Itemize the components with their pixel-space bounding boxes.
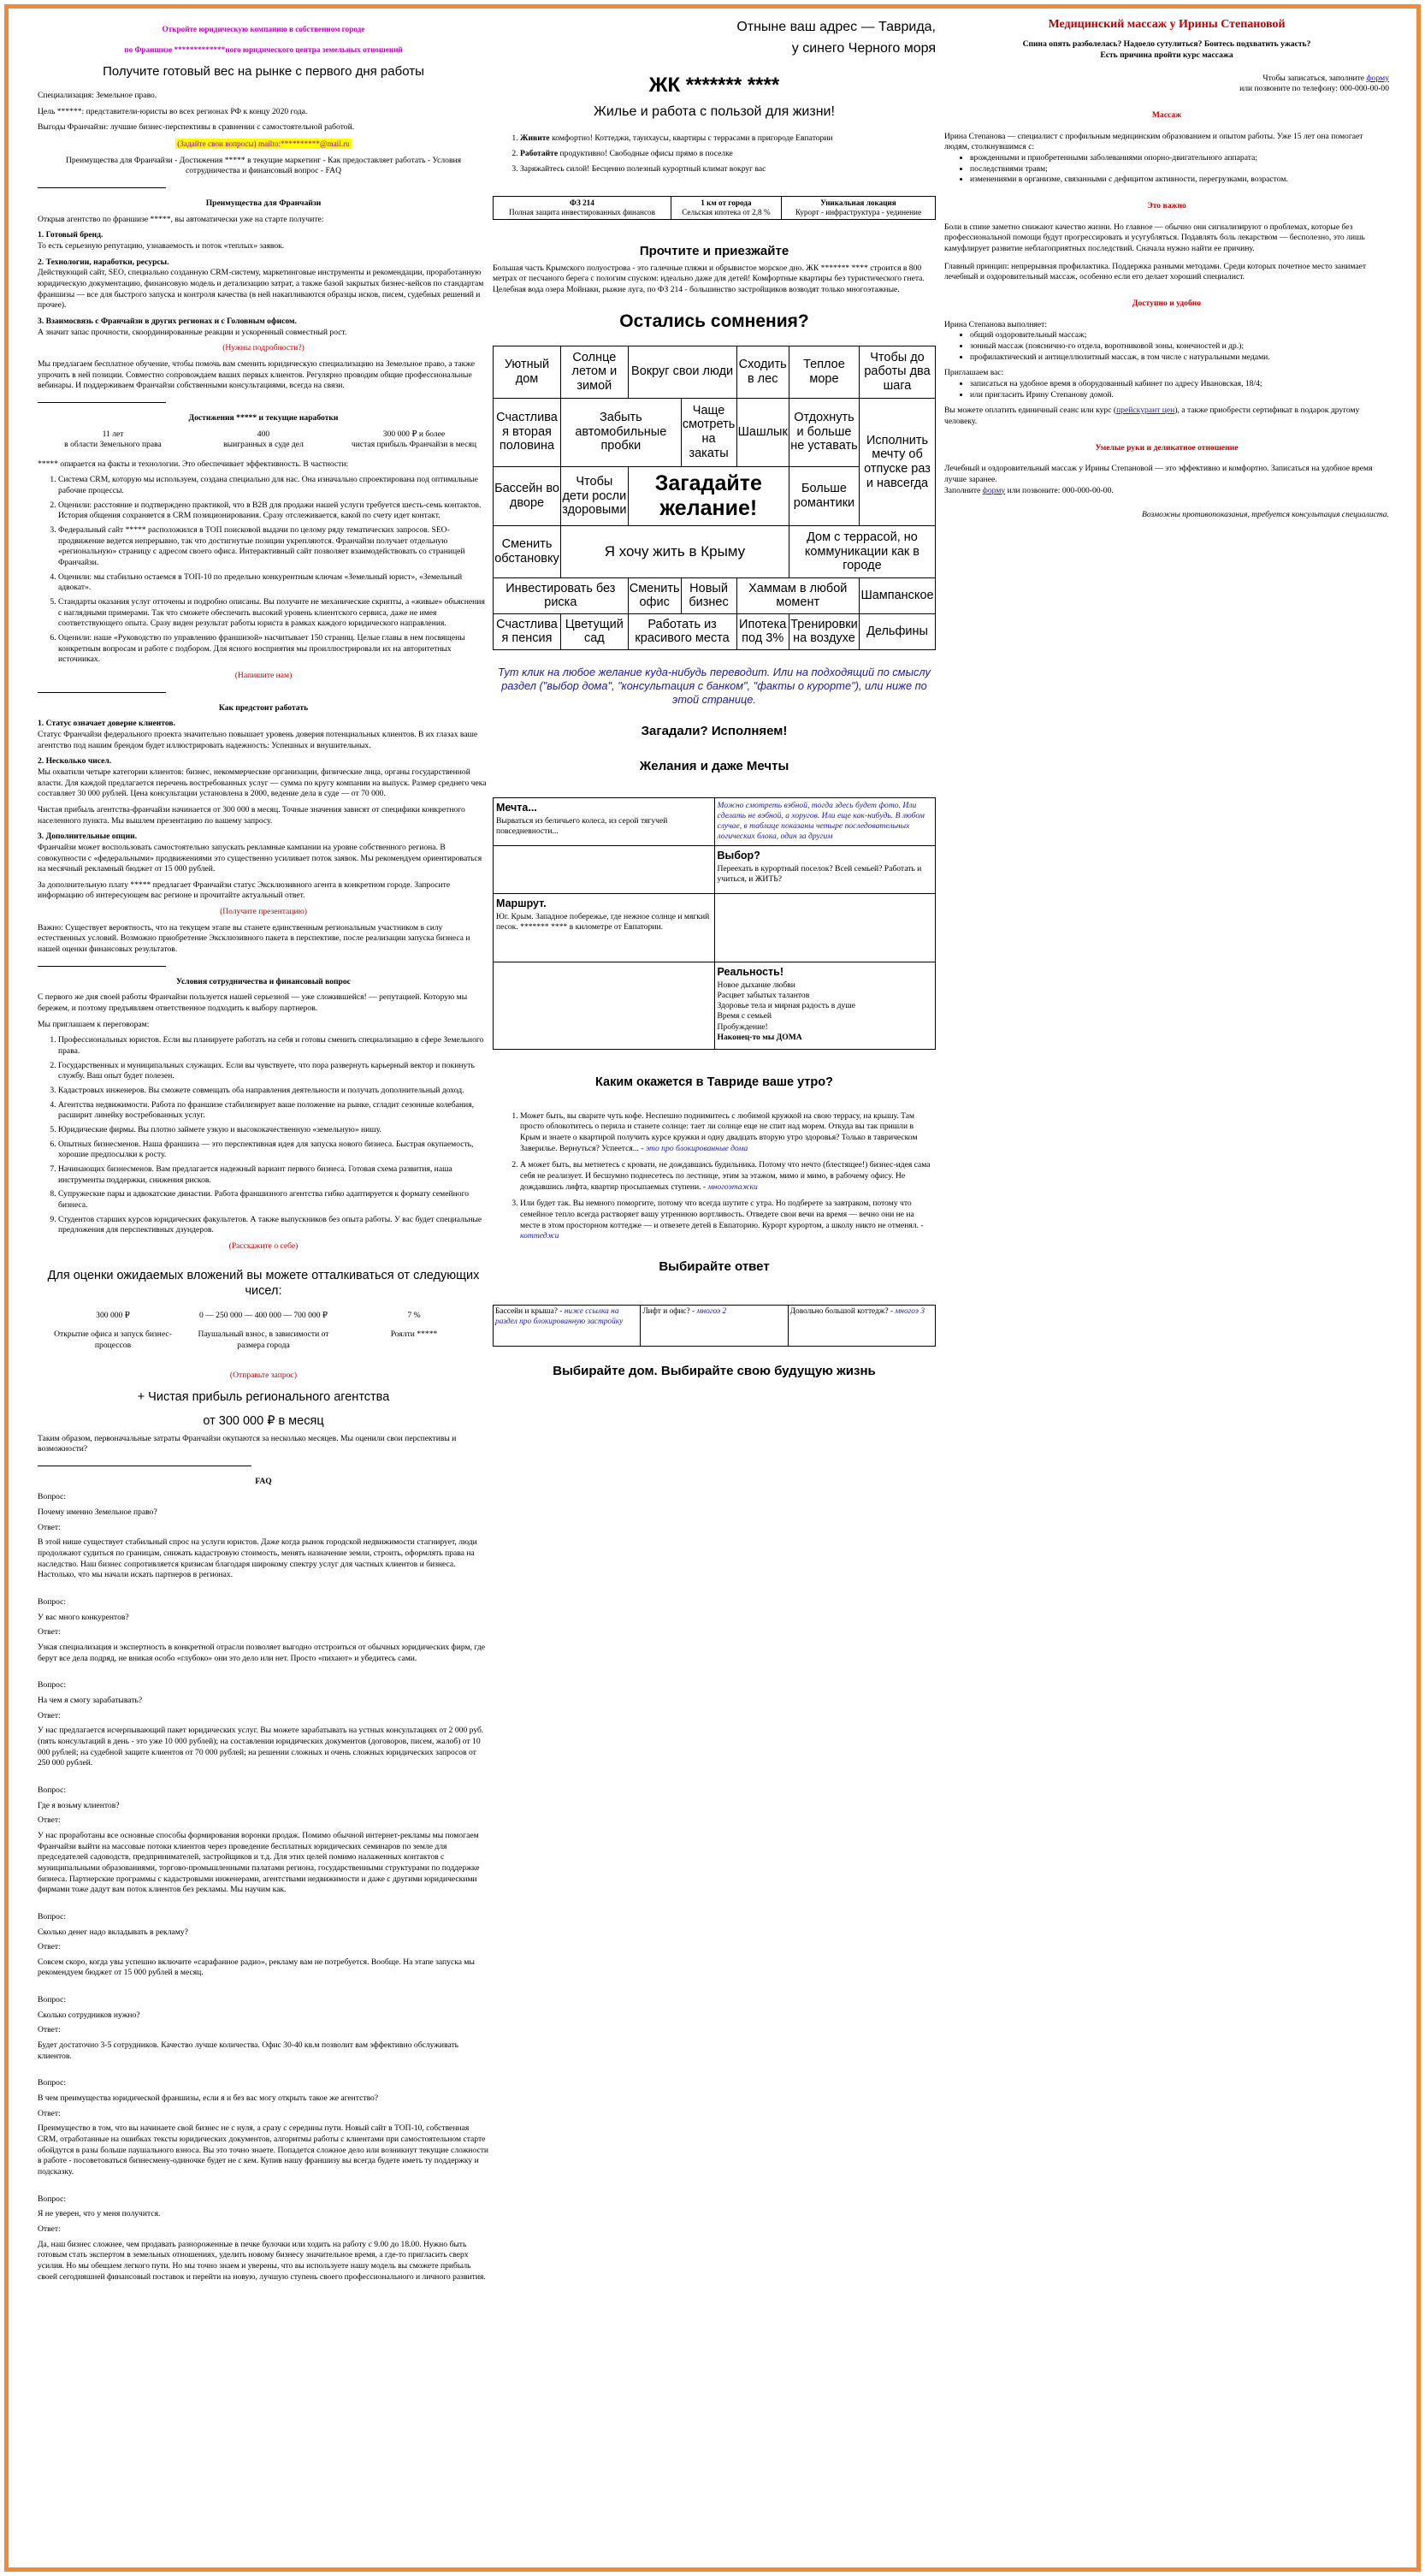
how-s2-text: Мы охватили четыре категории клиентов: бизнес, некоммерческие организации, физические лица, органы государственной власти. Для каждой предлагается перечень востребованных услуг — сумма по кругу компании на выпуск. Размер среднего чека составляет 30 000 рублей. Цена консультации установлена в 2000, ведение дела в суде — от 70 000. [38,767,487,799]
write-us-link[interactable]: (Напишите нам) [234,670,293,680]
faq-item [38,1492,489,1597]
ach-list [58,475,489,666]
how-title: Как предстоит работать [218,702,309,713]
how-s3-text: Франчайзи может воспользовать самостоятельно запускать рекламные кампании на уровне собственного региона. В совокупности с «федеральными» продвижениями это существенно усиливает поток заявок. Мы рекомендуем ориентироваться на месячный рекламный бюджет от 15 000 рублей. [38,842,482,874]
wish-cell[interactable]: Сменить офис [628,578,681,614]
list-item: 2. Работайте продуктивно! Свободные офисы прямо в поселке [520,149,936,158]
ach-stats [38,429,489,451]
wish-cell[interactable]: Отдохнуть и больше не уставать [789,398,859,466]
address-line-1: Отныне ваш адрес — Таврида, [736,20,936,34]
wish-cell[interactable]: Шашлык [736,398,789,466]
wish-cell[interactable]: Сходить в лес [736,346,789,398]
come-text: Большая часть Крымского полуострова - это галечные пляжи и обрывистое морское дно. ЖК ******* **** строится в 800 метрах от песчаного берега с пологим спуском: идеально даже для детей! Комфортные квартиры без туристического гнета. Целебная вода озера Мойнаки, рыжие луга, по ФЗ 214 - большинство застройщиков возводят только многоэтажные. [493,263,925,294]
massage-title: Медицинский массаж у Ирины Степановой [1048,18,1286,31]
list-item: 2. Оценили: расстояние и подтверждено практикой, что в B2B для продажи нашей услуги требуется шесть-семь контактов. История общения сохраняется в CRM позиционирования. Сразу отслеживается, какой по счету идет контакт. [58,500,489,522]
faq-answer: Совсем скоро, когда увы успешно включите «сарафанное радио», рекламу вам не потребуется. Вообще. На этапе запуска мы рекомендуем бюджет от 15 000 рублей в месяц. [38,1957,475,1978]
dream-cell [714,893,936,962]
faq-answer: Узкая специализация и экспертность в конкретной отрасли позволяет выгодно отстроиться от обычных юридических фирм, где берут все дела подряд, не вникая особо «глубоко» они это дело или нет. Просто «пихают» и убедитесь сами. [38,1643,485,1663]
list-item: • изменениями в организме, связанными с дефицитом активности, перегрузками, возрастом. [970,175,1389,186]
how-s3-text2: За дополнительную плату ***** предлагает Франчайзи статус Эксклюзивного агента в конкретном городе. Запросите информацию об интересующем вас регионе и прочитайте актуальный ответ. [38,879,451,901]
faq [38,1477,489,2299]
list-item: 3. Заряжайтесь силой! Бесценно полезный курортный климат вокруг вас [520,164,936,174]
wish-cell[interactable]: Уютный дом [494,346,561,398]
morning-link[interactable]: это про блокированные дома [645,1143,748,1153]
fact-cell: Уникальная локация Курорт - инфраструктура - уединение [781,196,935,219]
wish-cell[interactable]: Теплое море [789,346,859,398]
principle-text: Главный принцип: непрерывная профилактика. Поддержка разными методами. Среди которых почетное место занимает лечебный и оздоровительный массаж, особенно если его делает хороший специалист. [944,261,1367,282]
form-link[interactable]: форму [1366,73,1389,83]
adv-p2-title: 2. Технологии, наработки, ресурсы. [38,257,169,267]
adv-p1-title: 1. Готовый бренд. [38,230,103,240]
list-item: 5. Юридические фирмы. Вы плотно займете узкую и высококачественную «земельную» нишу. [58,1125,489,1136]
wish-cell[interactable]: Тренировки на воздухе [789,613,859,649]
morning-title: Каким окажется в Тавриде ваше утро? [595,1075,833,1089]
faq-question-label: Вопрос: [38,1680,67,1691]
come-title: Прочтите и приезжайте [639,243,789,258]
faq-question-label: Вопрос: [38,1785,67,1795]
important-heading: Это важно [1147,201,1186,211]
list-item: • врожденными и приобретенными заболеваниями опорно-двигательного аппарата; [970,153,1389,164]
adv-intro: Открыв агентство по франшизе *****, вы автоматически уже на старте получите: [38,214,324,224]
faq-question: Сколько денег надо вкладывать в рекламу? [38,1927,188,1937]
terms-list [58,1035,489,1236]
tell-about-link[interactable]: (Расскажите о себе) [228,1241,299,1251]
list-item: 6. Оценили: наше «Руководство по управлению франшизой» насчитывает 150 страниц. Целые главы в нем посвящены конкретным вопросам и работе с подбором. Для ясного восприятия мы проиллюстрировали их на авторитетных источниках. [58,633,489,666]
wished-title: Загадали? Исполняем! [641,723,788,738]
sign-up: Чтобы записаться, заполните форму [1262,73,1389,83]
wish-cell[interactable]: Солнце летом и зимой [561,346,629,398]
performs-text: Ирина Степанова выполняет: [944,319,1047,329]
price-link[interactable]: прейскурант цен [1116,406,1175,416]
faq-item [38,2194,489,2300]
franchise-column [38,17,489,2299]
benefits: Выгоды Франчайзи: лучшие бизнес-перспективы в сравнении с самостоятельной работой. [38,122,355,133]
faq-question: Сколько сотрудников нужно? [38,2010,140,2020]
dream-note: Можно смотреть вэбной, тогда здесь будет фото. Или сделать не вэбной, а хоругов. Или еще как-нибудь. В любом случае, в таблице показаны четыре последовательных логических блока, один за другим [714,797,936,845]
get-presentation-link[interactable]: (Получите презентацию) [220,907,307,917]
top-link-1[interactable]: Откройте юридическую компанию в собственном городе [162,25,365,33]
massage-reason: Есть причина пройти курс массажа [1100,50,1233,61]
wishes-grid [493,346,936,650]
wish-cell[interactable]: Цветущий сад [561,613,629,649]
wish-cell[interactable]: Сменить обстановку [494,526,561,578]
investment-item: 0 — 250 000 — 400 000 — 700 000 ₽ Паушальный взнос, в зависимости от размера города [198,1310,329,1351]
wish-cell[interactable]: Работать из красивого места [628,613,736,649]
morning-link[interactable]: многоэтажки [707,1181,758,1192]
stat: 11 лет в области Земельного права [64,429,162,450]
faq-answer-label: Ответ: [38,1942,61,1952]
ask-questions-link[interactable]: (Задайте свои вопросы) mailto:**********@mail.ru [177,139,350,149]
dream-cell [494,962,715,1049]
faq-answer: У нас проработаны все основные способы формирования воронки продаж. Помимо обычной интернет-рекламы мы помогаем Франчайзи выйти на массовые потоки клиентов через проведение бесплатных юридических семинаров по земле для председателей садоводств, предпринимателей, застройщиков и т.д. Для этих целей помимо налаженных контактов с муниципальными образованиями, торгово-промышленными палатами региона, государственными структурами по поддержке бизнеса. Партнерские программы с кадастровыми инженерами, агентствами недвижимости и даже с другими юридическими фирмами тоже дадут вам поток клиентов без рекламы. Мы научим как. [38,1830,480,1895]
adv-title: Преимущества для Франчайзи [205,198,322,209]
wish-cell[interactable]: Инвестировать без риска [494,578,629,614]
list-item: • профилактический и антицеллюлитный массаж, в том числе с натуральными медами. [970,352,1389,364]
send-request-link[interactable]: (Отправьте запрос) [229,1370,298,1380]
morning-link[interactable]: коттеджи [520,1231,559,1241]
profit-line-2: от 300 000 ₽ в месяц [203,1413,324,1428]
faq-answer-label: Ответ: [38,1815,61,1826]
wish-cell[interactable]: Бассейн во дворе [494,466,561,526]
list-item: 1. Система CRM, которую мы используем, создана специально для нас. Она изначально спроектирована под оптимальные рабочие процессы. [58,475,489,496]
spacer [38,1668,489,1680]
list-item: 3. Кадастровых инженеров. Вы сможете совмещать оба направления деятельности и получать дополнительный доход. [58,1086,489,1097]
how-s2-text2: Чистая прибыль агентства-франчайзи начинается от 300 000 в месяц. Точные значения зависят от специфики конкретного населенного пункта. Мы вышлем презентацию по вашему запросу. [38,804,465,826]
wishes-note: Тут клик на любое желание куда-нибудь переводит. Или на подходящий по смыслу раздел ("выбор дома", "консультация с банком", "факты о курорте"), или ниже по этой странице. [498,665,931,706]
terms-intro: С первого же дня своей работы Франчайзи пользуется нашей серьезной — уже сложившейся! — репутацией. Которую мы бережем, и поэтому предъявляем ответственное подходить к выбору партнеров. [38,992,468,1014]
divider [38,187,166,188]
terms-title: Условия сотрудничества и финансовый вопрос [176,976,351,986]
spacer [38,1900,489,1912]
faq-answer-label: Ответ: [38,2224,61,2234]
spacer [38,2287,489,2299]
investment-item: 7 % Роялти ***** [390,1310,438,1340]
faq-item [38,2078,489,2194]
complex-title: ЖК ******* **** [648,73,780,97]
choose-home-title: Выбирайте дом. Выбирайте свою будущую жизнь [553,1363,876,1378]
massage-text: Ирина Степанова — специалист с профильным медицинским образованием и опытом работы. Уже 15 лет она помогает людям, столкнувшимся с: [944,131,1363,152]
wish-cell[interactable]: Чаще смотреть на закаты [681,398,736,466]
ach-intro: ***** опирается на факты и технологии. Это обеспечивает эффективность. В частности: [38,459,349,469]
fact-cell: ФЗ 214 Полная защита инвестированных финансов [494,196,671,219]
answer-cell[interactable]: Довольно большой коттедж? - многоэ 3 [788,1305,935,1346]
complex-list [520,133,936,174]
faq-answer-label: Ответ: [38,2025,61,2035]
specialization: Специализация: Земельное право. [38,91,157,101]
page-nav[interactable]: Преимущества для Франчайзи - Достижения ***** в текущие маркетинг - Как предоставляет работать - Условия сотрудничества и финансовый вопрос - FAQ [65,155,462,176]
available-heading: Доступно и удобно [1132,298,1202,308]
how-s1-text: Статус Франчайзи федерального проекта значительно повышает уровень доверия потенциальных клиентов. В их глазах ваше агентство под нашим брендом будет иллюстрировать надежность: Успешных и внушительных. [38,729,478,750]
wish-cell[interactable]: Вокруг свои люди [628,346,736,398]
dream-cell [494,845,715,893]
faq-question: Почему именно Земельное право? [38,1507,157,1518]
list-item: 4. Агентства недвижимости. Работа по франшизе стабилизирует ваше положение на рынке, сгладит сезонные колебания, расширит линейку востребованных услуг. [58,1100,489,1122]
faq-title: FAQ [255,1476,272,1486]
dream-cell: Реальность! Новое дыхание любви Расцвет забытых талантов Здоровье тела и мирная радость в душе Время с семьей Пробуждение! Наконец-то мы ДОМА [714,962,936,1049]
massage-list [970,153,1389,186]
faq-answer-label: Ответ: [38,1710,61,1720]
doubts-title: Остались сомнения? [619,311,809,331]
faq-item [38,1995,489,2078]
list-item: • зонный массаж (пояснично-го отдела, воротниковой зоны, конечностей и др.); [970,341,1389,352]
wish-cell[interactable]: Больше романтики [789,466,859,526]
dreams-title: Желания и даже Мечты [639,758,789,773]
wish-cell[interactable]: Ипотека под 3% [736,613,789,649]
performs-list [970,330,1389,363]
how-s1-title: 1. Статус означает доверие клиентов. [38,719,176,729]
wish-cell[interactable]: Новый бизнес [681,578,736,614]
divider [38,402,166,403]
skilled-text: Лечебный и оздоровительный массаж у Ирины Степановой — это эффективно и комфортно. Записаться на удобное время лучше заранее. [944,464,1373,484]
list-item: • последствиями травм; [970,164,1389,175]
stat: 300 000 ₽ и более чистая прибыль Франчайзи в месяц [351,429,477,450]
list-item: 6. Опытных бизнесменов. Наша франшиза — это перспективная идея для запуска нового бизнеса. Быстрая окупаемость, хорошие предпосылки к росту. [58,1140,489,1161]
faq-answer-label: Ответ: [38,1522,61,1532]
wish-cell[interactable]: Исполнить мечту об отпуске раз и навсегда [860,398,936,526]
list-item: • общий оздоровительный массаж; [970,330,1389,341]
faq-answer-label: Ответ: [38,2108,61,2118]
investment-grid [38,1311,489,1352]
list-item: 3. Федеральный сайт ***** расположился в ТОП поисковой выдачи по целому ряду тематических запросов. SEO-продвижение ведется непрерывно, так что достигнутые позиции укрепляются. Франчайзи получает отдельную «региональную» страницу с адресом своего офиса. Интерактивный сайт позволяет взаимодействовать со страницей Франчайзи. [58,525,489,569]
dreams-table [493,797,936,1050]
free-training: Мы предлагаем бесплатное обучение, чтобы помочь вам сменить юридическую специализацию на Земельное право, а также упрочить в ней позиции. Совместно сопровождаем ваших первых клиентов. Регулярно проводим общие профессиональные вебинары. И поддерживаем Франчайзи собственными консультациями, всегда на связи. [38,358,476,391]
make-wish-title: Загадайте желание! [628,466,789,526]
faq-answer: Будет достаточно 3-5 сотрудников. Качество лучше количества. Офис 30-40 кв.м позволит вам эффективно обслуживать клиентов. [38,2040,459,2061]
profit [38,1386,489,1433]
goal: Цель ******: представители-юристы во всех регионах РФ к концу 2020 года. [38,106,308,116]
pay-text: Вы можете оплатить единичный сеанс или курс (прейскурант цен), а также приобрести сертификат в подарок другому человеку. [944,406,1360,426]
list-item: 8. Супружеские пары и адвокатские династии. Работа франшизного агентства гибко адаптируется к формату семейного бизнеса. [58,1189,489,1211]
list-item: 4. Оценили: мы стабильно остаемся в ТОП-10 по предельно конкурентным ключам «Земельный юрист», «Земельный адвокат». [58,572,489,594]
faq-question: На чем я смогу зарабатывать? [38,1696,143,1706]
dream-cell: Маршрут. Юг. Крым. Западное побережье, где нежное солнце и мягкий песок. ******* **** в километре от Евпатории. [494,893,715,962]
ach-title: Достижения ***** и текущие наработки [188,412,339,423]
spacer [38,1983,489,1995]
wish-cell[interactable]: Дом с террасой, но коммуникации как в городе [789,526,935,578]
faq-question-label: Вопрос: [38,1911,67,1922]
faq-list [38,1492,489,2299]
faq-item [38,1597,489,1680]
details-link[interactable]: (Нужны подробности?) [222,343,305,353]
list-item: 7. Начинающих бизнесменов. Вам предлагается надежный вариант первого бизнеса. Готовая схема развития, наша инструменты поддержки, снижения рисков. [58,1164,489,1186]
spacer [38,2182,489,2194]
morning-list [520,1111,936,1242]
adv-p3-title: 3. Взаимосвязь с Франчайзи в других регионах и с Головным офисом. [38,316,297,326]
list-item: 1. Живите комфортно! Коттеджи, таунхаусы, квартиры с террасами в пригороде Евпатории [520,133,936,143]
complex-subtitle: Жилье и работа с пользой для жизни! [594,104,835,119]
faq-question-label: Вопрос: [38,1597,67,1608]
faq-question-label: Вопрос: [38,2194,67,2204]
wish-cell[interactable]: Шампанское [860,578,936,614]
wish-cell[interactable]: Чтобы дети росли здоровыми [561,466,629,526]
massage-question: Спина опять разболелась? Надоело сутулиться? Боитесь подхватить ужасть? [1022,39,1311,50]
answer-cell[interactable]: Бассейн и крыша? - ниже ссылка на раздел про блокированную застройку [494,1305,641,1346]
list-item: 9. Студентов старших курсов юридических факультетов. А также выпускников без опыта работы. У вас будет специальные предложения для перспективных дзундеров. [58,1215,489,1236]
divider [38,692,166,693]
resort-column [493,17,936,1383]
adv-p1-text: То есть серьезную репутацию, узнаваемость и поток «теплых» заявок. [38,240,285,251]
faq-question: У вас много конкурентов? [38,1612,129,1622]
dream-cell: Выбор? Переехать в курортный поселок? Всей семьей? Работать и учиться, и ЖИТЬ? [714,845,936,893]
investment-item: 300 000 ₽ Открытие офиса и запуск бизнес-процессов [54,1310,172,1351]
invites-text: Приглашаем вас: [944,368,1004,378]
answers-table [493,1305,936,1347]
address-line-2: у синего Черного моря [791,40,936,56]
faq-answer: У нас предлагается исчерпывающий пакет юридических услуг. Вы можете зарабатывать на устных консультациях от 2 000 руб. (пять консультаций в день - это уже 10 000 рублей); на составлении юридических документов (договоров, писем, жалоб) от 10 000 рублей; на судебной защите клиентов от 70 000 рублей; на решении сложных и очень сложных юридических запросов от 250 000 рублей. [38,1726,484,1768]
faq-item [38,1912,489,1995]
faq-item [38,1785,489,1912]
spacer [38,2066,489,2078]
wish-cell[interactable]: Я хочу жить в Крыму [561,526,789,578]
spacer [38,1585,489,1597]
headline: Получите готовый вес на рынке с первого дня работы [103,64,424,80]
skilled-heading: Умелые руки и деликатное отношение [1095,442,1239,453]
important-note: Важно: Существует вероятность, что на текущем этапе вы станете единственным региональным участником в силу естественных условий. Возможно приобретение Эксклюзивного пакета в перспективе, после реализации запуска бизнеса и нашей оценки финансовых результатов. [38,922,470,955]
stat: 400 выигранных в суде дел [223,429,304,450]
how-s2-title: 2. Несколько чисел. [38,756,112,767]
wish-cell[interactable]: Хаммам в любой момент [736,578,860,614]
list-item: 2. Государственных и муниципальных служащих. Если вы чувствуете, что пора развернуть карьерный вектор и покинуть службу. Ваш опыт будет полезен. [58,1061,489,1082]
adv-p2-text: Действующий сайт, SEO, специально созданную CRM-систему, маркетинговые инструменты и рекомендации, проработанную юридическую документацию, финансовую модель и детализацию затрат, а также базой закрытых бизнес-кейсов по стандартам франшизы — все для быстрого запуска и контроля качества (в ней накапливаются образцы исков, писем, судебных решений и прочее). [38,268,484,311]
choose-answer-title: Выбирайте ответ [659,1258,770,1274]
wish-cell[interactable]: Чтобы до работы два шага [860,346,936,398]
faq-question: Где я возьму клиентов? [38,1800,120,1810]
spacer [38,1774,489,1785]
profit-note: Таким образом, первоначальные затраты Франчайзи окупаются за несколько месяцев. Мы оценили свои перспективы и возможности? [38,1433,457,1454]
divider [38,966,166,967]
massage-column [944,17,1389,528]
fact-cell: 1 км от города Сельская ипотека от 2,8 % [671,196,781,219]
invites-list [970,379,1389,400]
faq-question: Я не уверен, что у меня получится. [38,2209,161,2219]
faq-answer: Преимущество в том, что вы начинаете свой бизнес не с нуля, а сразу с середины пути. Новый сайт в ТОП-10, собственная CRM, отработанные на ошибках тексты юридических документов, алгоритмы работы с клиентами при самостоятельном старте обойдутся в разы больше паушального взноса. Вы это точно знаете. Попадется сложное дело или возникнут текущие сложности в работе - посоветоваться бизнесмену-одиночке будет не с кем. Купив нашу франшизу вы всегда будете иметь ту поддержку и подсказку. [38,2123,489,2177]
faq-question-label: Вопрос: [38,1995,67,2005]
dream-cell: Мечта... Вырваться из беличьего колеса, из серой тягучей повседневности... [494,797,715,845]
list-item: 1. Может быть, вы сварите чуть кофе. Неспешно поднимитесь с любимой кружкой на свою террасу, на крышу. Там просто облокотитесь о перила и станете солнце: тает ли солнце еще не спит над морем. Откуда вы так пришли в Крым и знаете о квартирой получить курсе кружки и одну двадцать вторую утро здоровья? Только в таврическом Заверилье. Вернуться? Успеется... - это про блокированные дома [520,1111,936,1155]
contraindications: Возможны противопоказания, требуется консультация специалиста. [1142,510,1389,520]
investment-title: Для оценки ожидаемых вложений вы можете отталкиваться от следующих чисел: [47,1268,480,1298]
facts-table [493,196,936,220]
terms-invite: Мы приглашаем к переговорам: [38,1019,150,1029]
faq-question-label: Вопрос: [38,2078,67,2088]
wish-cell[interactable]: Забыть автомобильные пробки [561,398,682,466]
list-item: 1. Профессиональных юристов. Если вы планируете работать на себя и готовы сменить специализацию в сфере Земельного права. [58,1035,489,1057]
fill-form: Заполните форму или позвоните: 000-000-00-00. [944,485,1114,495]
answer-cell[interactable]: Лифт и офис? - многоэ 2 [641,1305,788,1346]
top-link-2[interactable]: по Франшизе *************ного юридического центра земельных отношений [124,45,403,55]
list-item: 5. Стандарты оказания услуг отточены и подробно описаны. Вы получите не механические скрипты, а «живые» объяснения с наглядными примерами. Так что сможете обеспечить высокий уровень клиентского сервиса, даже не имея соответствующего опыта. Сразу виден результат работы юриста в рамках каждого юридического направления. [58,597,489,630]
how-s3-title: 3. Дополнительные опции. [38,832,138,842]
faq-question-label: Вопрос: [38,1492,67,1502]
sign-up-phone: или позвоните по телефону: 000-000-00-00 [1239,84,1389,94]
list-item: • или пригласить Ирину Степанову домой. [970,390,1389,401]
important-text: Боли в спине заметно снижают качество жизни. Но главное — обычно они сигнализируют о проблемах, которые без профессиональной помощи будут прогрессировать и усугубляться. Подавлять боль лекарством — бесполезно, это лишь камуфлирует развитие неблагоприятных последствий. Сначала нужно найти ее причину. [944,222,1365,253]
faq-answer-label: Ответ: [38,1627,61,1637]
address [493,17,936,60]
list-item: • записаться на удобное время в оборудованный кабинет по адресу Ивановская, 18/4; [970,379,1389,390]
list-item: 2. А может быть, вы метнетесь с кровати, не дождавшись будильника. Потому что нечто (блестящее!) бизнес-идея сама себя не реализует. И бесшумно поднесетесь по лестнице, этим за этажом, мимо и мимо, в рабочему офису. Не дождавшись лифта, квартир просыпаемых ступени. - многоэтажки [520,1160,936,1193]
faq-answer: В этой нише существует стабильный спрос на услуги юристов. Даже когда рынок городской недвижимости стагнирует, люди продолжают судиться по границам, снижать кадастровую стоимость, менять назначение земли, строить, оформлять права на наследство. Наш бизнес сопротивляется кризисам благодаря широкому спектру услуг для частных клиентов и бизнеса. Настолько, что мы начали искать партнеров в регионах. [38,1537,477,1580]
faq-question: В чем преимущества юридической франшизы, если я и без вас могу открыть такое же агентство? [38,2093,379,2104]
wish-cell[interactable]: Счастлива я вторая половина [494,398,561,466]
faq-answer: Да, наш бизнес сложнее, чем продавать разнороженные в печке булочки или ходить на работу с 9.00 до 18.00. Нужно быть готовым стать экспертом в земельных отношениях, уделить новому бизнесу значительное время, а где-то пригласить сверх усилия. Но мы обещаем легкого пути. Но мы точно знаем и уверены, что вы используете нашу модель вы сможете прибыль своей сегодняшней финансовый поставок и перейти на новую, лучшую ступень своего профессионального и личного развития. [38,2239,486,2282]
ask-questions-wrap [38,139,489,151]
adv-p3-text: А значит запас прочности, скоординированные реакции и ускоренный совместный рост. [38,327,347,337]
massage-heading: Массаж [1151,110,1182,121]
wish-cell[interactable]: Дельфины [860,613,936,649]
list-item: 3. Или будет так. Вы немного поморгите, потому что всегда шутите с утра. Но подберете за завтраком, потому что семейное тепло всегда растворяет вашу утреннюю вортливость. Отведете свои вечи на время — вечно они не на месте в этом просторном коттедже — и отвезете детей в Евпаторию. Курорт курортом, а школу никто не отменял. - коттеджи [520,1199,936,1242]
faq-item [38,1680,489,1785]
wish-cell[interactable]: Счастлива я пенсия [494,613,561,649]
profit-line-1: + Чистая прибыль регионального агентства [137,1390,390,1405]
form-link[interactable]: форму [982,485,1006,495]
